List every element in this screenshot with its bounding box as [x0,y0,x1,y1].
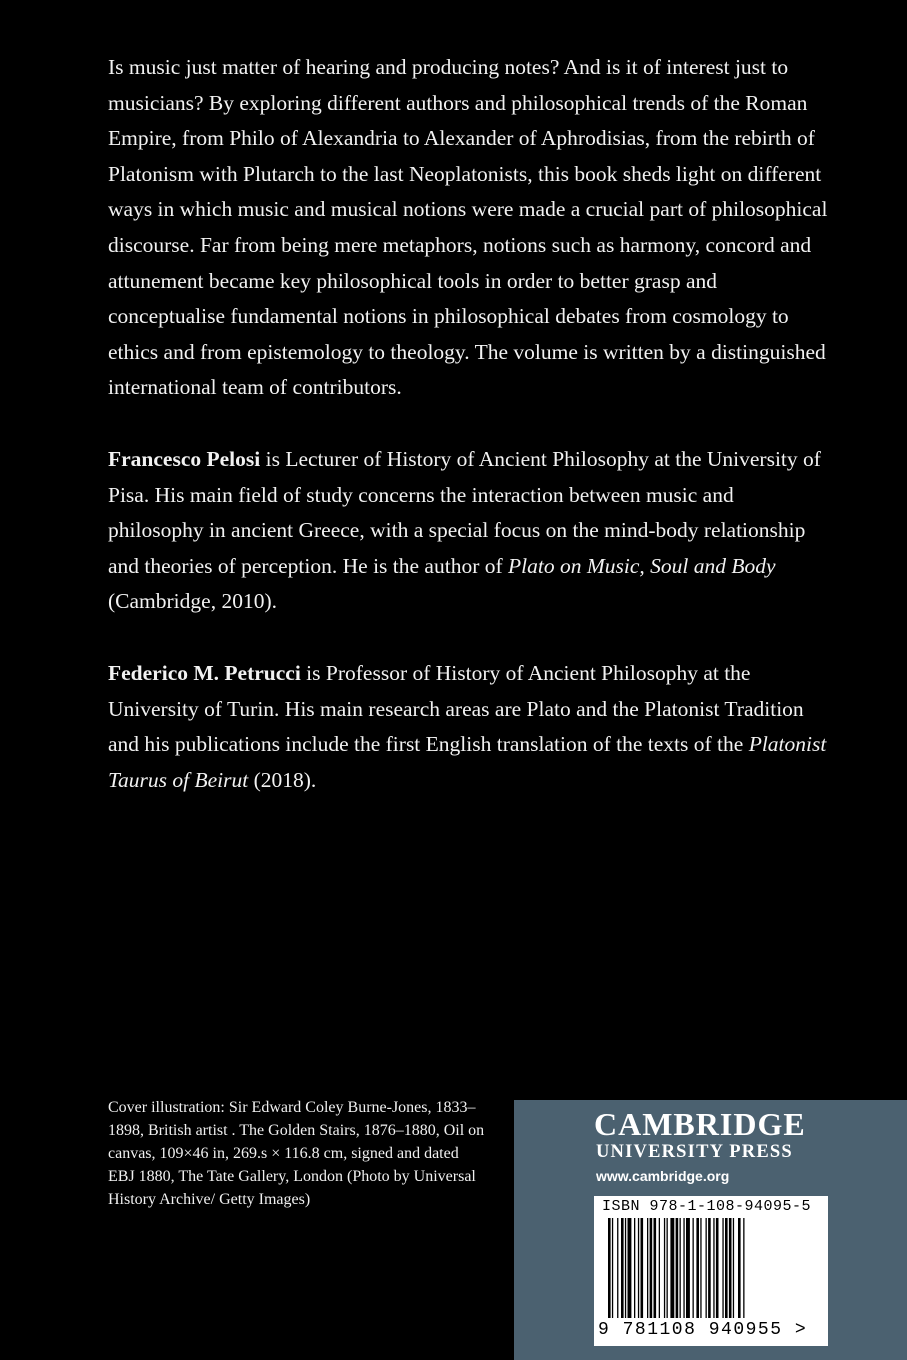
cover-illustration-credit: Cover illustration: Sir Edward Coley Burne-Jones, 1833–1898, British artist . The Golden Stairs, 1876–1880, Oil on canvas, 109×46 in, 269.s × 116.8 cm, signed and dated EBJ 1880, The Tate Gallery, London (Photo by Universal History Archive/ Getty Images) [108,1099,485,1208]
barcode-bar [729,1218,732,1318]
isbn-label: ISBN 978-1-108-94095-5 [602,1198,812,1215]
barcode-bar [621,1218,624,1318]
publisher-logo: CAMBRIDGE [594,1106,806,1142]
barcode-digits: 9 781108 940955 > [598,1320,808,1340]
barcode-bar [700,1218,701,1318]
bio-text: is Professor of History of Ancient Philosophy at the University of Turin. His main research areas are Plato and the Platonist Tradition and his publications include the first English translation of the texts of the [108,660,804,757]
barcode-bar [725,1218,728,1318]
publisher-logo-subtitle: UNIVERSITY PRESS [596,1142,793,1162]
barcode-bar [608,1218,611,1318]
author-name: Francesco Pelosi [108,446,261,471]
book-title: Platonist Taurus of Beirut [108,732,827,792]
barcode-bar [733,1218,734,1318]
bio-text-end: (2018). [248,767,317,792]
barcode-bar [634,1218,635,1318]
barcode-bar [647,1218,648,1318]
author-bio-petrucci [108,656,828,798]
barcode-bar [659,1218,660,1318]
barcode-bar [738,1218,741,1318]
back-cover-text [108,50,828,834]
barcode-bar [713,1218,714,1318]
barcode-bar [676,1218,679,1318]
barcode-bars [608,1218,814,1318]
barcode-bar [722,1218,723,1318]
barcode-bar [696,1218,699,1318]
barcode-bar [641,1218,644,1318]
book-description: Is music just matter of hearing and producing notes? And is it of interest just to musicians? By exploring different authors and philosophical trends of the Roman Empire, from Philo of Alexandria to Alexander of Aphrodisias, from the rebirth of Platonism with Plutarch to the last Neoplatonists, this book sheds light on different ways in which music and musical notions were made a crucial part of philosophical discourse. Far from being mere metaphors, notions such as harmony, concord and attunement became key philosophical tools in order to better grasp and conceptualise fundamental notions in philosophical debates from cosmology to ethics and from epistemology to theology. The volume is written by a distinguished international team of contributors. [108,55,828,400]
bio-text-end: (Cambridge, 2010). [108,589,277,614]
barcode-bar [654,1218,657,1318]
barcode-bar [625,1218,626,1318]
barcode-bar [638,1218,639,1318]
bio-text: is Lecturer of History of Ancient Philosophy at the University of Pisa. His main field of study concerns the interaction between music and philosophy in ancient Greece, with a special focus on the mind-body relationship and theories of perception. He is the author of [108,446,821,578]
publisher-panel [514,1100,907,1360]
barcode-bar [693,1218,694,1318]
barcode-bar [664,1218,665,1318]
author-bio-pelosi [108,442,828,620]
barcode-bar [743,1218,744,1318]
barcode-bar [716,1218,719,1318]
barcode-bar [708,1218,711,1318]
barcode-bar [683,1218,684,1318]
barcode-bar [706,1218,707,1318]
barcode-bar [650,1218,653,1318]
barcode-bar [670,1218,674,1318]
barcode [594,1196,828,1346]
book-title: Plato on Music, Soul and Body [508,553,776,578]
barcode-bar [686,1218,690,1318]
barcode-bar [680,1218,681,1318]
barcode-bar [628,1218,632,1318]
publisher-url: www.cambridge.org [596,1168,730,1184]
barcode-bar [612,1218,613,1318]
author-name: Federico M. Petrucci [108,660,301,685]
barcode-bar [667,1218,668,1318]
barcode-bar [617,1218,618,1318]
